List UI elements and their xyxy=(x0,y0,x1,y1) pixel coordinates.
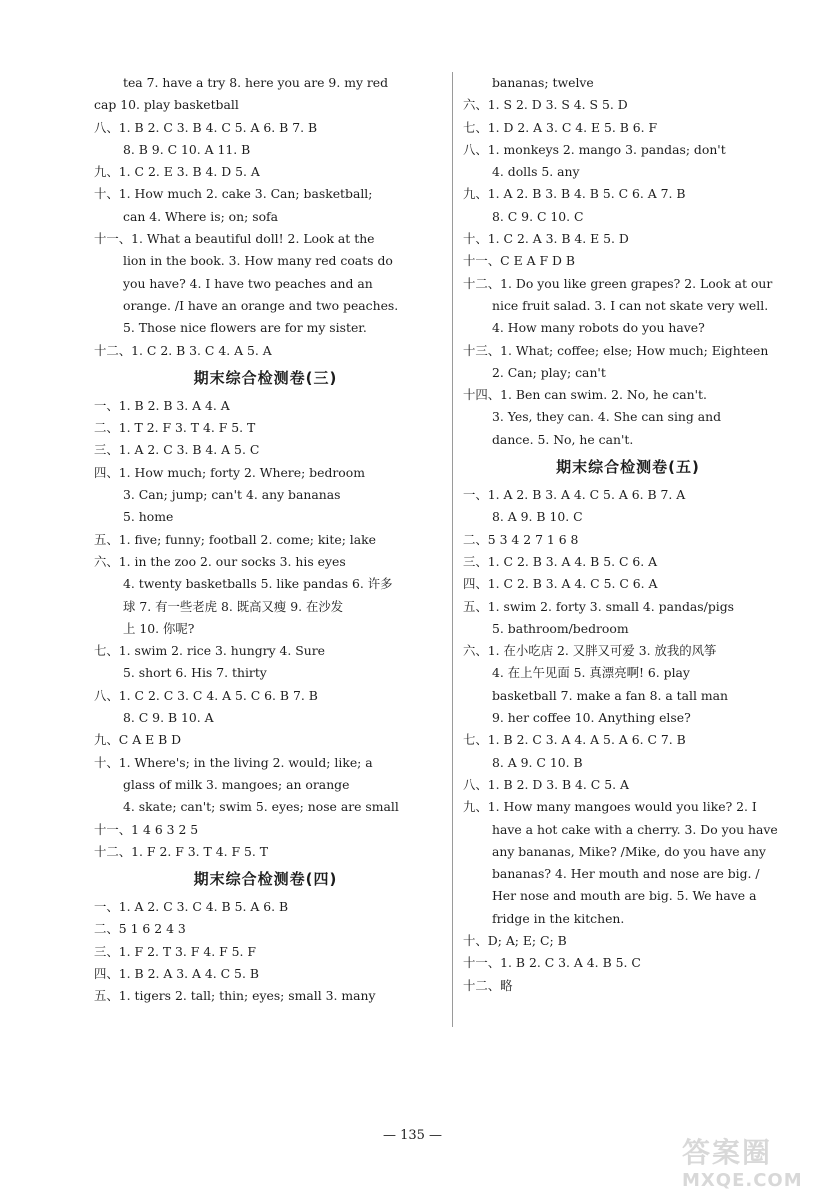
answer-line: 十二、1. F 2. F 3. T 4. F 5. T xyxy=(94,843,269,859)
answer-line: basketball 7. make a fan 8. a tall man xyxy=(492,687,729,703)
answer-line: 十二、略 xyxy=(463,977,513,993)
answer-line: fridge in the kitchen. xyxy=(492,910,625,926)
answer-line: 六、1. in the zoo 2. our socks 3. his eyes xyxy=(94,553,346,569)
answer-line: 九、1. A 2. B 3. B 4. B 5. C 6. A 7. B xyxy=(463,186,686,202)
answer-line: 5. bathroom/bedroom xyxy=(492,620,629,636)
answer-line: 8. B 9. C 10. A 11. B xyxy=(123,141,251,157)
answer-line: 上 10. 你呢? xyxy=(123,620,195,636)
answer-line: bananas? 4. Her mouth and nose are big. / xyxy=(492,866,760,882)
answer-line: orange. /I have an orange and two peaches. xyxy=(123,297,399,313)
answer-line: bananas; twelve xyxy=(492,75,594,90)
answer-line: 十、1. C 2. A 3. B 4. E 5. D xyxy=(463,231,629,247)
answer-line: 八、1. C 2. C 3. C 4. A 5. C 6. B 7. B xyxy=(94,687,318,703)
answer-line: 十、1. How much 2. cake 3. Can; basketball; xyxy=(94,186,373,202)
answer-line: 5. short 6. His 7. thirty xyxy=(123,665,267,681)
answer-line: 一、1. B 2. B 3. A 4. A xyxy=(94,397,230,413)
answer-line: 八、1. B 2. D 3. B 4. C 5. A xyxy=(463,776,629,792)
answer-line: 十三、1. What; coffee; else; How much; Eighteen xyxy=(463,342,769,358)
right-column xyxy=(463,72,793,997)
answer-line: you have? 4. I have two peaches and an xyxy=(123,275,373,291)
answer-line: 二、1. T 2. F 3. T 4. F 5. T xyxy=(94,420,256,436)
answer-line: 一、1. A 2. B 3. A 4. C 5. A 6. B 7. A xyxy=(463,487,686,503)
answer-line: 十一、1. What a beautiful doll! 2. Look at the xyxy=(94,231,375,247)
answer-line: 五、1. tigers 2. tall; thin; eyes; small 3. many xyxy=(94,988,376,1004)
answer-line: nice fruit salad. 3. I can not skate very well. xyxy=(492,297,769,313)
answer-line: 5. Those nice flowers are for my sister. xyxy=(123,320,367,336)
answer-line: 三、1. F 2. T 3. F 4. F 5. F xyxy=(94,943,256,959)
answer-line: 八、1. B 2. C 3. B 4. C 5. A 6. B 7. B xyxy=(94,119,318,135)
answer-line: 九、1. How many mangoes would you like? 2. I xyxy=(463,799,757,815)
answer-line: 十一、1 4 6 3 2 5 xyxy=(94,821,199,837)
answer-line: 四、1. B 2. A 3. A 4. C 5. B xyxy=(94,965,259,981)
answer-line: 4. How many robots do you have? xyxy=(492,320,705,336)
answer-line: 8. A 9. C 10. B xyxy=(492,754,583,770)
answer-line: 2. Can; play; can't xyxy=(492,364,606,380)
answer-line: 十一、C E A F D B xyxy=(463,253,575,269)
answer-line: any bananas, Mike? /Mike, do you have any xyxy=(492,843,766,859)
answer-line: have a hot cake with a cherry. 3. Do you have xyxy=(492,821,778,837)
answer-line: 8. A 9. B 10. C xyxy=(492,509,583,525)
answer-line: lion in the book. 3. How many red coats do xyxy=(123,253,393,269)
watermark-top-text: 答案圈 xyxy=(682,1136,773,1169)
left-column xyxy=(94,72,437,1008)
answer-line: 二、5 1 6 2 4 3 xyxy=(94,921,186,937)
watermark-logo xyxy=(682,1136,822,1198)
column-divider xyxy=(452,72,453,1027)
section-title: 期末综合检测卷(四) xyxy=(193,870,338,889)
answer-line: 十、D; A; E; C; B xyxy=(463,932,567,948)
answer-line: 十一、1. B 2. C 3. A 4. B 5. C xyxy=(463,955,641,971)
answer-line: 5. home xyxy=(123,509,174,525)
answer-line: 十四、1. Ben can swim. 2. No, he can't. xyxy=(463,387,707,403)
watermark-bottom-text: MXQE.COM xyxy=(682,1170,803,1191)
section-title: 期末综合检测卷(三) xyxy=(193,368,338,387)
answer-line: dance. 5. No, he can't. xyxy=(492,431,634,447)
answer-line: 3. Yes, they can. 4. She can sing and xyxy=(492,409,722,425)
answer-line: 4. dolls 5. any xyxy=(492,164,580,180)
section-title: 期末综合检测卷(五) xyxy=(556,458,700,477)
answer-line: 七、1. D 2. A 3. C 4. E 5. B 6. F xyxy=(463,119,658,135)
answer-line: Her nose and mouth are big. 5. We have a xyxy=(492,888,757,904)
answer-line: 七、1. B 2. C 3. A 4. A 5. A 6. C 7. B xyxy=(463,732,686,748)
answer-line: 五、1. swim 2. forty 3. small 4. pandas/pigs xyxy=(463,598,735,614)
answer-line: 三、1. C 2. B 3. A 4. B 5. C 6. A xyxy=(463,553,658,569)
answer-line: 二、5 3 4 2 7 1 6 8 xyxy=(463,531,579,547)
page-number: — 135 — xyxy=(382,1128,443,1143)
answer-line: 9. her coffee 10. Anything else? xyxy=(492,710,691,726)
answer-line: 四、1. C 2. B 3. A 4. C 5. C 6. A xyxy=(463,576,658,592)
answer-line: 球 7. 有一些老虎 8. 既高又瘦 9. 在沙发 xyxy=(123,598,344,614)
answer-line: 六、1. S 2. D 3. S 4. S 5. D xyxy=(463,97,628,113)
answer-line: 十、1. Where's; in the living 2. would; like; a xyxy=(94,754,373,770)
answer-line: 九、1. C 2. E 3. B 4. D 5. A xyxy=(94,164,260,180)
answer-line: glass of milk 3. mangoes; an orange xyxy=(123,776,350,792)
answer-line: 九、C A E B D xyxy=(94,732,182,748)
answer-line: cap 10. play basketball xyxy=(94,97,239,113)
answer-line: 四、1. How much; forty 2. Where; bedroom xyxy=(94,464,365,480)
answer-line: can 4. Where is; on; sofa xyxy=(123,208,279,224)
answer-line: 4. 在上午见面 5. 真漂亮啊! 6. play xyxy=(492,665,690,681)
answer-line: 六、1. 在小吃店 2. 又胖又可爱 3. 放我的风筝 xyxy=(463,643,717,659)
answer-line: 七、1. swim 2. rice 3. hungry 4. Sure xyxy=(94,643,325,659)
answer-line: 十二、1. Do you like green grapes? 2. Look at our xyxy=(463,275,773,291)
answer-line: 8. C 9. B 10. A xyxy=(123,710,214,726)
answer-line: 4. twenty basketballs 5. like pandas 6. 许多 xyxy=(123,576,393,592)
answer-line: 十二、1. C 2. B 3. C 4. A 5. A xyxy=(94,342,272,358)
answer-line: 一、1. A 2. C 3. C 4. B 5. A 6. B xyxy=(94,899,289,915)
answer-line: tea 7. have a try 8. here you are 9. my red xyxy=(123,75,389,90)
answer-line: 五、1. five; funny; football 2. come; kite; lake xyxy=(94,531,377,547)
answer-line: 三、1. A 2. C 3. B 4. A 5. C xyxy=(94,442,260,458)
answer-line: 8. C 9. C 10. C xyxy=(492,208,584,224)
answer-line: 4. skate; can't; swim 5. eyes; nose are small xyxy=(123,799,399,815)
answer-line: 八、1. monkeys 2. mango 3. pandas; don't xyxy=(463,141,726,157)
answer-line: 3. Can; jump; can't 4. any bananas xyxy=(123,487,341,503)
